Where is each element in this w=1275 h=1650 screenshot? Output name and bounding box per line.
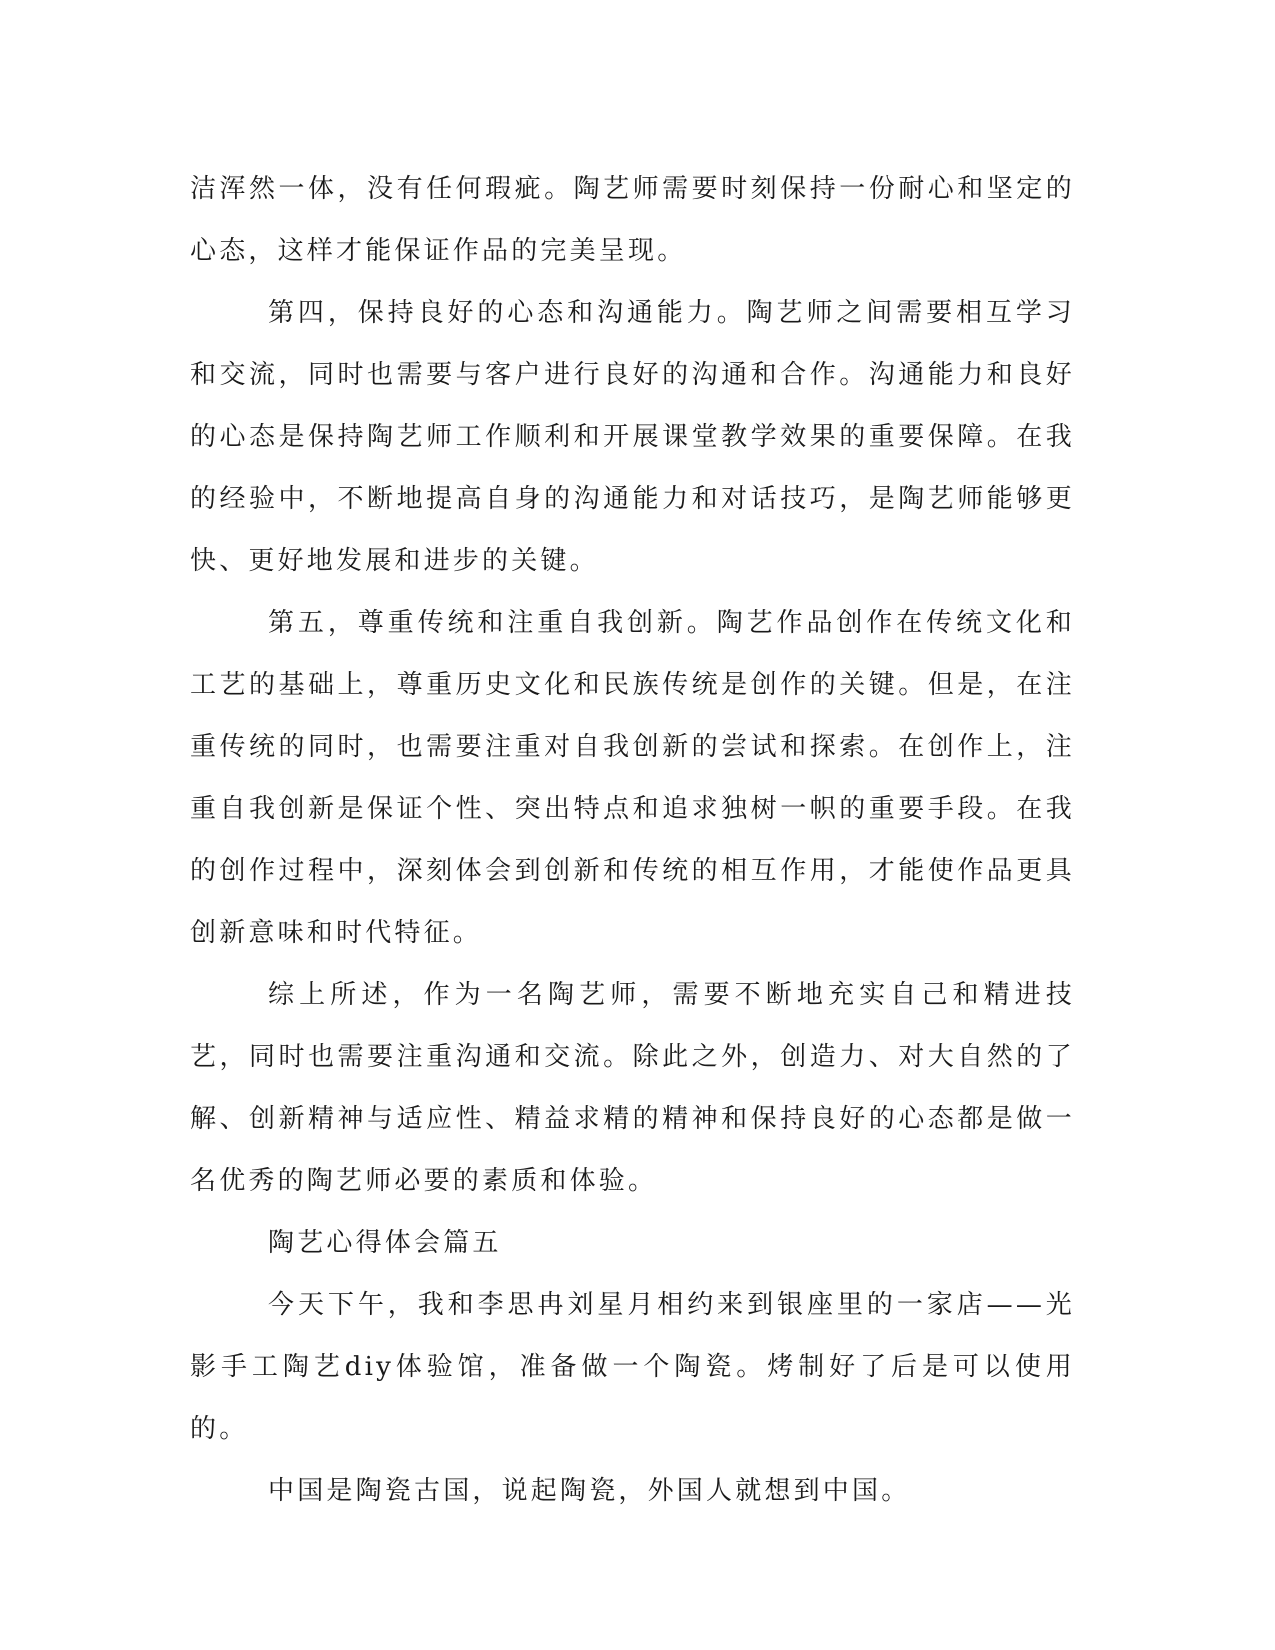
paragraph-fifth-point: 第五，尊重传统和注重自我创新。陶艺作品创作在传统文化和工艺的基础上，尊重历史文化和民族传统是创作的关键。但是，在注重传统的同时，也需要注重对自我创新的尝试和探索。在创作上，注重自我创新是保证个性、突出特点和追求独树一帜的重要手段。在我的创作过程中，深刻体会到创新和传统的相互作用，才能使作品更具创新意味和时代特征。 [190,608,1075,948]
document-body [190,158,1075,1522]
paragraph-china-ceramics: 中国是陶瓷古国，说起陶瓷，外国人就想到中国。 [268,1476,911,1506]
paragraph-fourth-point: 第四，保持良好的心态和沟通能力。陶艺师之间需要相互学习和交流，同时也需要与客户进行良好的沟通和合作。沟通能力和良好的心态是保持陶艺师工作顺利和开展课堂教学效果的重要保障。在我的经验中，不断地提高自身的沟通能力和对话技巧，是陶艺师能够更快、更好地发展和进步的关键。 [190,298,1075,576]
paragraph-summary: 综上所述，作为一名陶艺师，需要不断地充实自己和精进技艺，同时也需要注重沟通和交流。除此之外，创造力、对大自然的了解、创新精神与适应性、精益求精的精神和保持良好的心态都是做一名优秀的陶艺师必要的素质和体验。 [190,980,1075,1196]
section-heading: 陶艺心得体会篇五 [268,1228,502,1258]
paragraph-continuation: 洁浑然一体，没有任何瑕疵。陶艺师需要时刻保持一份耐心和坚定的心态，这样才能保证作品的完美呈现。 [190,174,1075,266]
paragraph-visit: 今天下午，我和李思冉刘星月相约来到银座里的一家店——光影手工陶艺diy体验馆，准备做一个陶瓷。烤制好了后是可以使用的。 [190,1290,1075,1444]
